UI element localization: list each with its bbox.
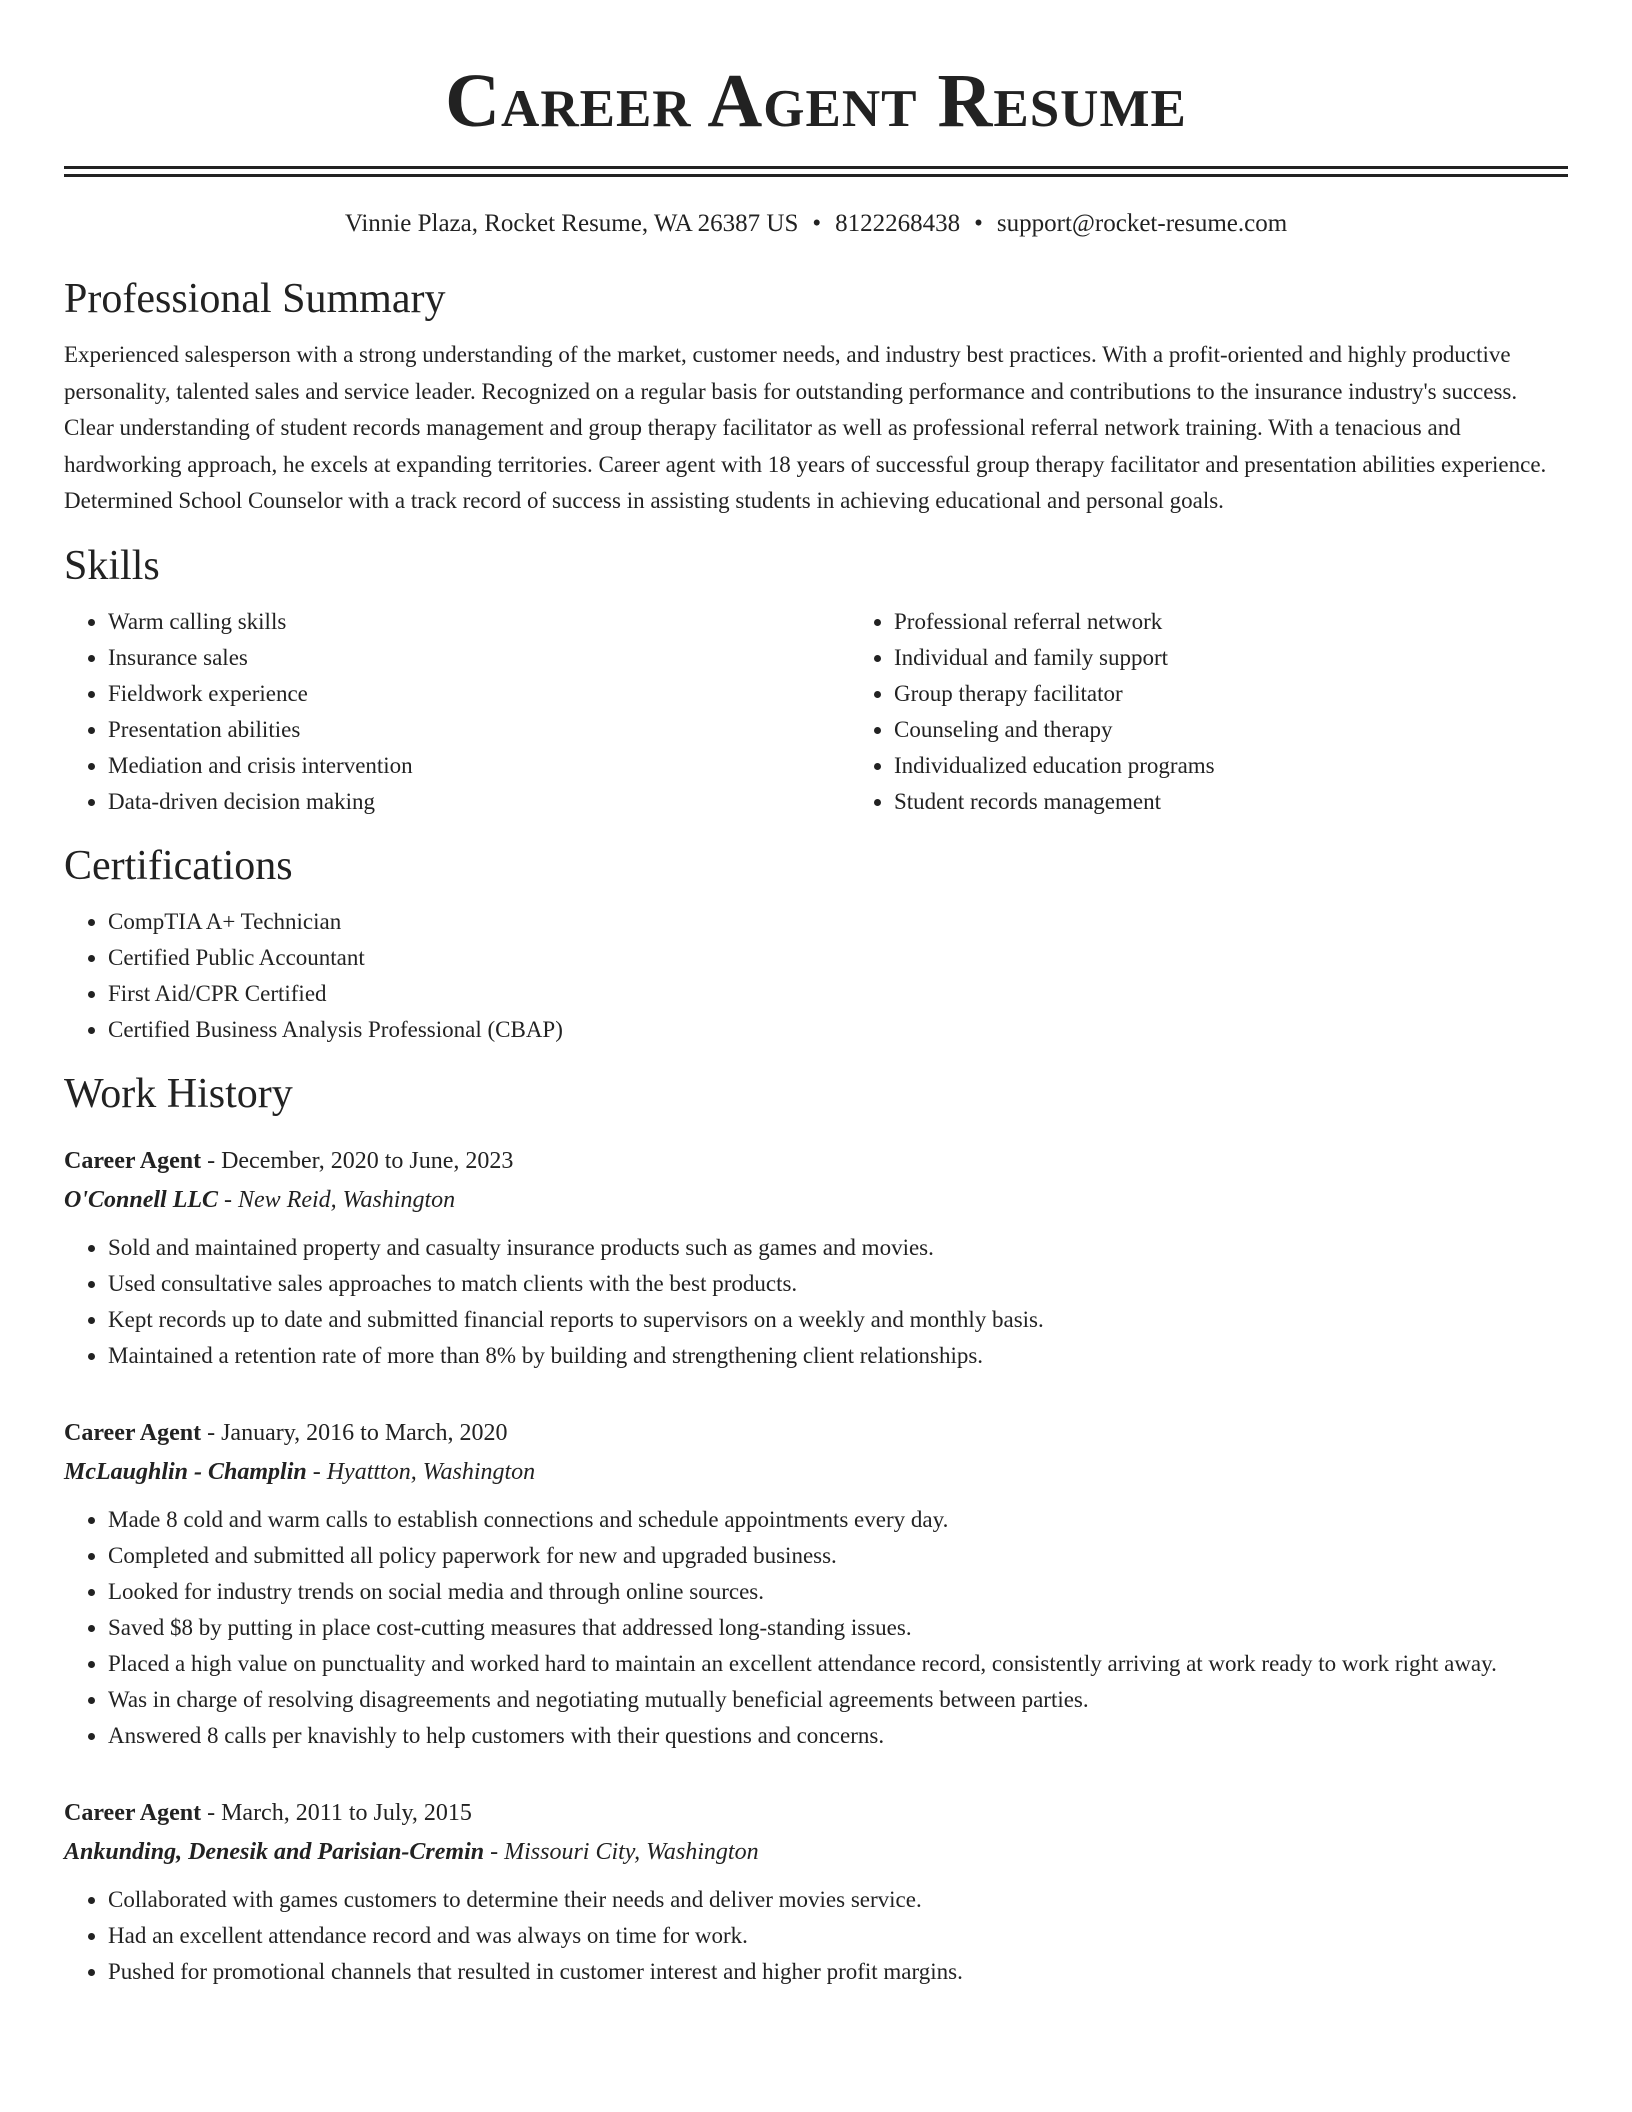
job-title-line [64, 1414, 1568, 1452]
job-bullet: • Placed a high value on punctuality and worked hard to maintain an excellent attendance record, consistently arriving at work ready to work right away. [108, 1646, 1568, 1682]
skill-item: • Fieldwork experience [108, 676, 850, 712]
job-entry [64, 1414, 1568, 1754]
job-bullet: • Used consultative sales approaches to match clients with the best products. [108, 1266, 1568, 1302]
job-bullet: • Looked for industry trends on social media and through online sources. [108, 1574, 1568, 1610]
skill-item: • Counseling and therapy [894, 712, 1632, 748]
contact-address: Vinnie Plaza, Rocket Resume, WA 26387 US [344, 210, 799, 237]
skill-item: • Individualized education programs [894, 748, 1632, 784]
job-bullet: • Kept records up to date and submitted financial reports to supervisors on a weekly and monthly basis. [108, 1302, 1568, 1338]
skill-item: • Data-driven decision making [108, 784, 850, 820]
job-company-line [64, 1832, 1568, 1872]
job-title: Career Agent [64, 1419, 202, 1446]
job-bullet: • Maintained a retention rate of more than 8% by building and strengthening client relationships. [108, 1338, 1568, 1374]
certification-item: • First Aid/CPR Certified [108, 976, 1568, 1012]
job-entry [64, 1142, 1568, 1374]
skill-item: • Mediation and crisis intervention [108, 748, 850, 784]
skill-item: • Individual and family support [894, 640, 1632, 676]
job-bullet: • Answered 8 calls per knavishly to help customers with their questions and concerns. [108, 1718, 1568, 1754]
job-bullets [64, 1882, 1568, 1990]
job-dates: - December, 2020 to June, 2023 [201, 1147, 514, 1174]
contact-separator: • [812, 210, 822, 237]
job-company: O'Connell LLC [64, 1186, 219, 1213]
job-company-line [64, 1180, 1568, 1220]
certification-item: • Certified Public Accountant [108, 940, 1568, 976]
skill-item: • Student records management [894, 784, 1632, 820]
certifications-list [64, 904, 1568, 1048]
job-entry [64, 1794, 1568, 1990]
work-history-heading: Work History [64, 1070, 293, 1117]
skill-item: • Presentation abilities [108, 712, 850, 748]
job-bullet: • Saved $8 by putting in place cost-cutting measures that addressed long-standing issues. [108, 1610, 1568, 1646]
skills-list-right [850, 604, 1632, 820]
job-bullet: • Pushed for promotional channels that resulted in customer interest and higher profit margins. [108, 1954, 1568, 1990]
summary-text: Experienced salesperson with a strong understanding of the market, customer needs, and industry best practices. With a profit-oriented and highly productive personality, talented sales and service leader. Recognized on a regular basis for outstanding performance and contributions to the insurance industry's success. Clear understanding of student records management and group therapy facilitator as well as professional referral network training. With a tenacious and hardworking approach, he excels at expanding territories. Career agent with 18 years of successful group therapy facilitator and presentation abilities experience. Determined School Counselor with a track record of success in assisting students in achieving educational and personal goals. [64, 342, 1547, 513]
contact-separator: • [974, 210, 983, 237]
resume-title: Career Agent Resume [445, 59, 1187, 143]
job-bullets [64, 1502, 1568, 1754]
job-location: - Hyattton, Washington [306, 1458, 536, 1485]
contact-phone: 8122268438 [835, 210, 961, 237]
skill-item: • Group therapy facilitator [894, 676, 1632, 712]
certification-item: • CompTIA A+ Technician [108, 904, 1568, 940]
job-bullet: • Had an excellent attendance record and was always on time for work. [108, 1918, 1568, 1954]
resume-page [64, 0, 1568, 1990]
job-company-line [64, 1452, 1568, 1492]
job-bullet: • Collaborated with games customers to determine their needs and deliver movies service. [108, 1882, 1568, 1918]
job-dates: - March, 2011 to July, 2015 [201, 1799, 472, 1826]
job-title-line [64, 1794, 1568, 1832]
job-bullet: • Sold and maintained property and casualty insurance products such as games and movies. [108, 1230, 1568, 1266]
job-title: Career Agent [64, 1147, 202, 1174]
skill-item: • Professional referral network [894, 604, 1632, 640]
job-bullet: • Was in charge of resolving disagreements and negotiating mutually beneficial agreements between parties. [108, 1682, 1568, 1718]
skill-item: • Warm calling skills [108, 604, 850, 640]
job-location: - New Reid, Washington [218, 1186, 456, 1213]
job-dates: - January, 2016 to March, 2020 [201, 1419, 508, 1446]
contact-line [64, 207, 1568, 241]
contact-email: support@rocket-resume.com [996, 210, 1288, 237]
job-title: Career Agent [64, 1799, 202, 1826]
skill-item: • Insurance sales [108, 640, 850, 676]
job-title-line [64, 1142, 1568, 1180]
certifications-heading: Certifications [64, 842, 293, 889]
skills-columns [64, 604, 1568, 820]
job-bullet: • Completed and submitted all policy paperwork for new and upgraded business. [108, 1538, 1568, 1574]
skills-list-left [64, 604, 850, 820]
job-company: McLaughlin - Champlin [64, 1458, 307, 1485]
skills-heading: Skills [64, 542, 160, 589]
title-double-rule [64, 166, 1568, 177]
job-location: - Missouri City, Washington [484, 1838, 759, 1865]
job-bullet: • Made 8 cold and warm calls to establish connections and schedule appointments every day. [108, 1502, 1568, 1538]
job-bullets [64, 1230, 1568, 1374]
job-company: Ankunding, Denesik and Parisian-Cremin [64, 1838, 485, 1865]
summary-heading: Professional Summary [64, 276, 446, 322]
certification-item: • Certified Business Analysis Professional (CBAP) [108, 1012, 1568, 1048]
